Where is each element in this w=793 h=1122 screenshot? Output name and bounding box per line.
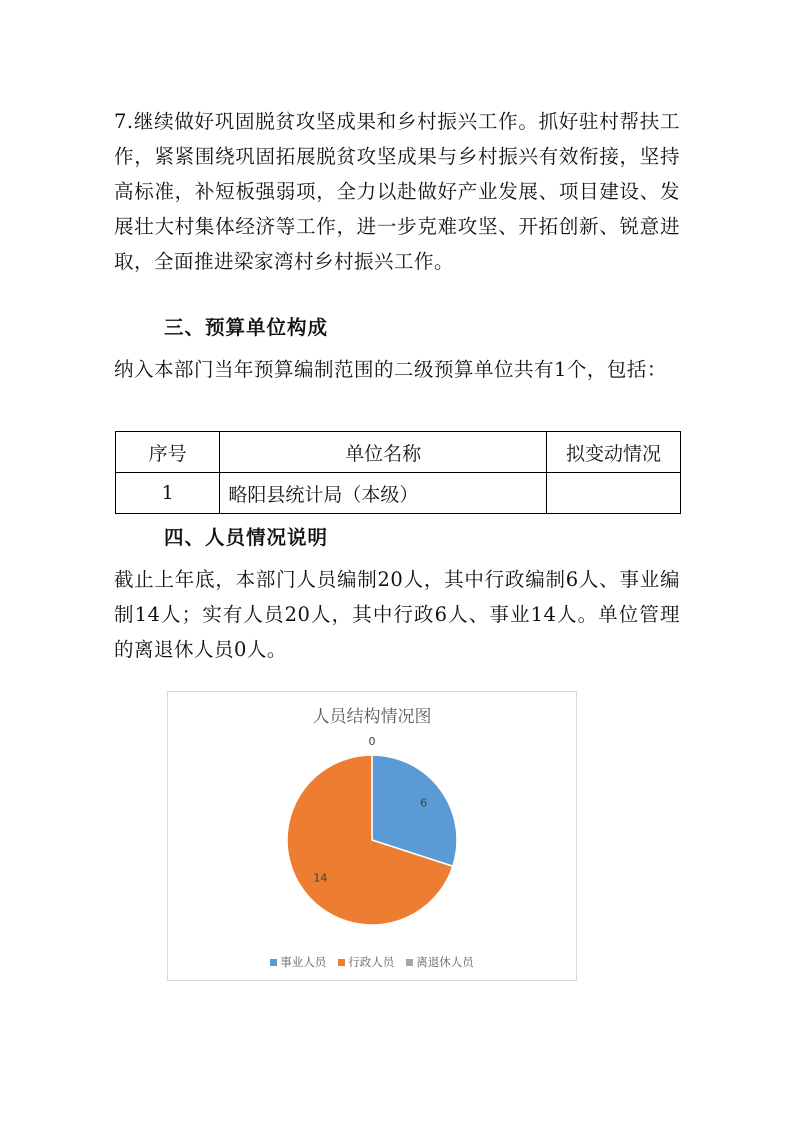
legend-swatch-shiye bbox=[270, 959, 277, 966]
pie-data-label-0: 6 bbox=[420, 796, 428, 810]
pie-data-label-2: 0 bbox=[368, 735, 376, 748]
header-change: 拟变动情况 bbox=[546, 432, 680, 473]
legend-swatch-retired bbox=[406, 959, 413, 966]
table-row bbox=[116, 473, 681, 514]
legend-item-retired bbox=[406, 954, 474, 970]
pie-chart bbox=[168, 692, 576, 980]
table-header-row bbox=[116, 432, 681, 473]
cell-unit-name: 略阳县统计局（本级） bbox=[220, 473, 547, 514]
budget-units-table bbox=[115, 431, 681, 514]
legend-label-shiye: 事业人员 bbox=[280, 955, 327, 969]
paragraph-item-7: 7.继续做好巩固脱贫攻坚成果和乡村振兴工作。抓好驻村帮扶工作，紧紧围绕巩固拓展脱贫攻坚成果与乡村振兴有效衔接，坚持高标准，补短板强弱项，全力以赴做好产业发展、项目建设、发展壮大村集体经济等工作，进一步克难攻坚、开拓创新、锐意进取，全面推进梁家湾村乡村振兴工作。 bbox=[114, 110, 680, 273]
header-seq: 序号 bbox=[116, 432, 220, 473]
paragraph-budget-intro: 纳入本部门当年预算编制范围的二级预算单位共有1个，包括： bbox=[114, 358, 667, 381]
heading-staff: 四、人员情况说明 bbox=[164, 526, 329, 549]
heading-budget-units: 三、预算单位构成 bbox=[164, 316, 329, 339]
pie-data-label-1: 14 bbox=[313, 871, 328, 885]
staff-structure-chart bbox=[167, 691, 577, 981]
header-unit-name: 单位名称 bbox=[220, 432, 547, 473]
chart-legend bbox=[168, 954, 576, 970]
legend-swatch-xingzheng bbox=[338, 959, 345, 966]
chart-title: 人员结构情况图 bbox=[312, 707, 432, 727]
legend-label-retired: 离退休人员 bbox=[416, 955, 474, 969]
cell-change bbox=[546, 473, 680, 514]
legend-item-shiye bbox=[270, 954, 326, 970]
legend-label-xingzheng: 行政人员 bbox=[348, 955, 395, 969]
cell-seq: 1 bbox=[116, 473, 220, 514]
paragraph-staff: 截止上年底，本部门人员编制20人，其中行政编制6人、事业编制14人；实有人员20人，其中行政6人、事业14人。单位管理的离退休人员0人。 bbox=[114, 568, 680, 661]
legend-item-xingzheng bbox=[338, 954, 394, 970]
